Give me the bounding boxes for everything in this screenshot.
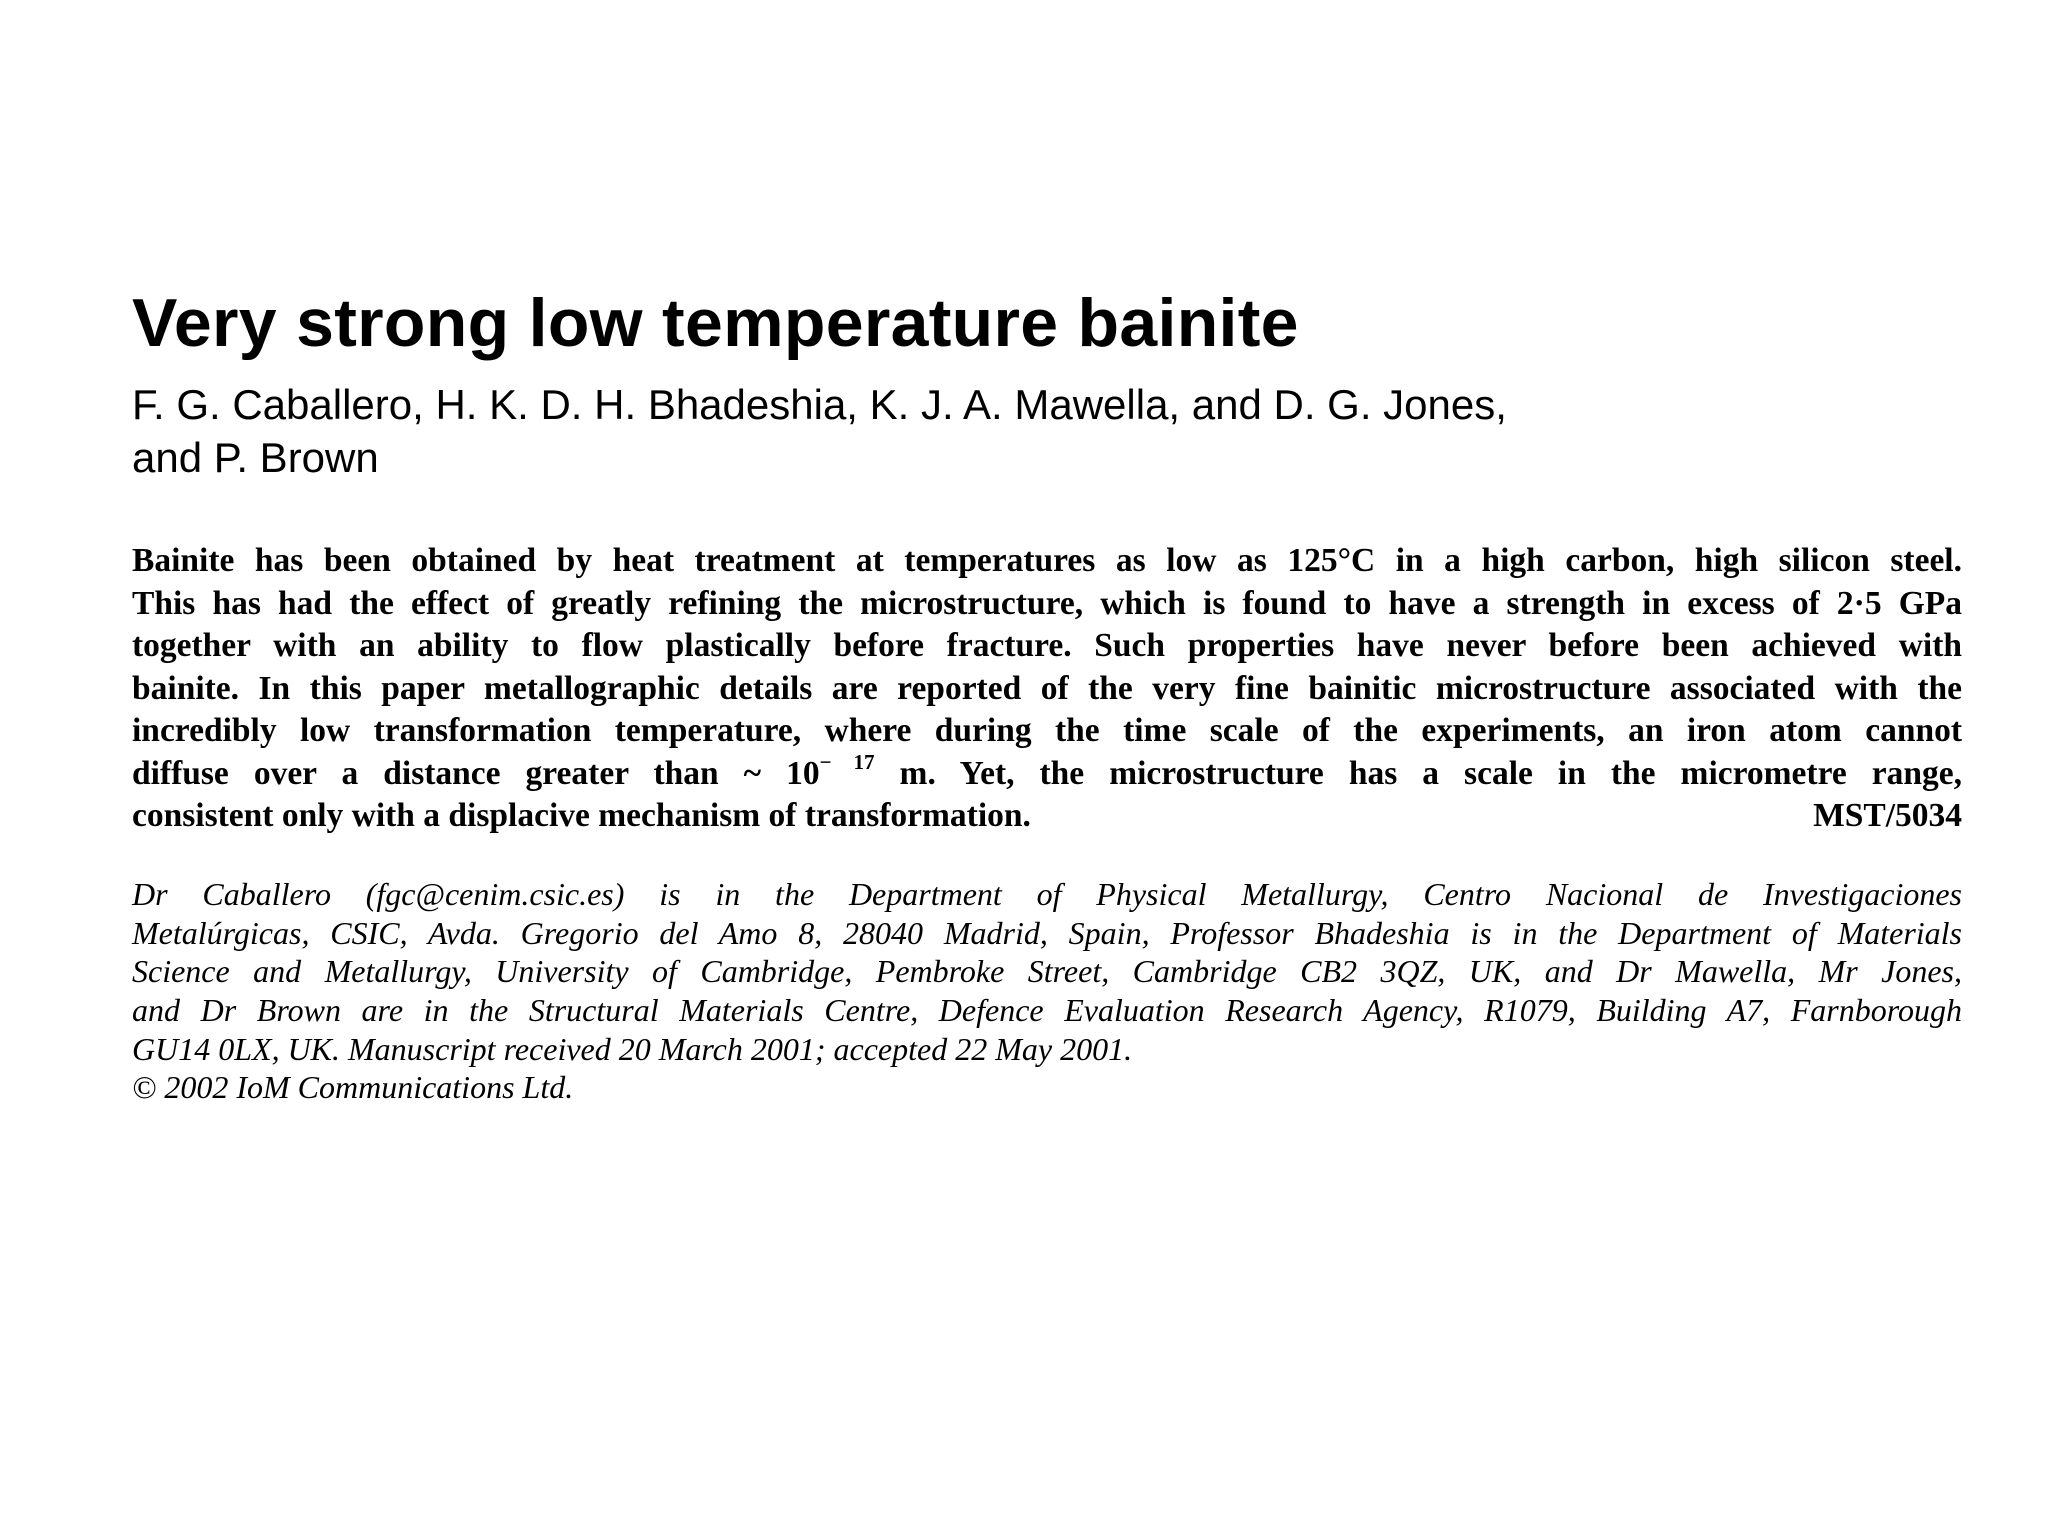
abstract-text: consistent only with a displacive mechanism of transformation. xyxy=(132,797,1031,834)
affiliation-line: Dr Caballero (fgc@cenim.csic.es) is in the Department of Physical Metallurgy, Centro Nacional de Investigaciones xyxy=(132,876,1962,912)
abstract-line: incredibly low transformation temperature, where during the time scale of the experiments, an iron atom cannot xyxy=(132,712,1962,749)
affiliation-line: Science and Metallurgy, University of Cambridge, Pembroke Street, Cambridge CB2 3QZ, UK, and Dr Mawella, Mr Jones, xyxy=(132,953,1962,990)
abstract-line: Bainite has been obtained by heat treatment at temperatures as low as 125°C in a high carbon, high silicon steel. xyxy=(132,542,1962,579)
abstract-line xyxy=(132,795,1962,838)
affiliation-line: Metalúrgicas, CSIC, Avda. Gregorio del Amo 8, 28040 Madrid, Spain, Professor Bhadeshia is in the Department of Materials xyxy=(132,914,1962,951)
abstract-line: bainite. In this paper metallographic details are reported of the very fine bainitic microstructure associated with the xyxy=(132,669,1962,707)
abstract-line: together with an ability to flow plastically before fracture. Such properties have never before been achieved with xyxy=(132,627,1962,664)
paper-title: Very strong low temperature bainite xyxy=(132,285,1299,361)
author-line: and P. Brown xyxy=(132,434,379,481)
copyright-notice: © 2002 IoM Communications Ltd. xyxy=(132,1069,574,1106)
abstract-line xyxy=(132,750,1962,796)
affiliation-note xyxy=(132,875,1962,1107)
author-line: F. G. Caballero, H. K. D. H. Bhadeshia, K. J. A. Mawella, and D. G. Jones, xyxy=(132,381,1507,428)
affiliation-line: and Dr Brown are in the Structural Materials Centre, Defence Evaluation Research Agency, R1079, Building A7, Farnborough xyxy=(132,992,1962,1029)
abstract xyxy=(132,540,1962,838)
manuscript-code: MST/5034 xyxy=(1813,797,1962,834)
abstract-text: diffuse over a distance greater than ~ 10 xyxy=(132,754,820,792)
affiliation-line: GU14 0LX, UK. Manuscript received 20 March 2001; accepted 22 May 2001. xyxy=(132,1030,1133,1067)
exponent: − 17 xyxy=(819,750,875,775)
abstract-line: This has had the effect of greatly refining the microstructure, which is found to have a strength in excess of 2·5 GPa xyxy=(132,584,1962,622)
abstract-text: m. Yet, the microstructure has a scale in the micrometre range, xyxy=(874,754,1962,792)
author-list xyxy=(132,378,1932,484)
